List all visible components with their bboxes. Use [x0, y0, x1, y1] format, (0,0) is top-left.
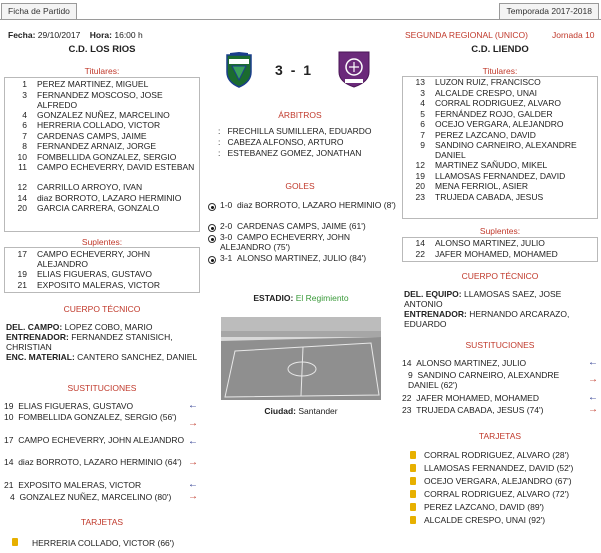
- list-item: 14 ALONSO MARTINEZ, JULIO: [402, 358, 527, 368]
- list-item: 19 LLAMOSAS FERNANDEZ, DAVID: [415, 170, 566, 181]
- goal-ball-icon: [208, 203, 216, 211]
- staff-delegate: DEL. EQUIPO: LLAMOSAS SAEZ, JOSE ANTONIO: [404, 289, 562, 309]
- home-team-crest: [226, 52, 252, 88]
- home-subs-list: [4, 247, 200, 293]
- list-item: 14 diaz BORROTO, LAZARO HERMINIO (64'): [4, 457, 182, 467]
- yellow-card-icon: [12, 538, 18, 546]
- goal-ball-icon: [208, 224, 216, 232]
- tab-bar: [0, 0, 601, 20]
- away-subs-list: [402, 237, 598, 262]
- list-item: 3-1 ALONSO MARTINEZ, JULIO (84'): [220, 253, 367, 263]
- goals-heading: GOLES: [285, 181, 315, 191]
- home-substitutions-heading: SUSTITUCIONES: [67, 383, 137, 393]
- home-subs-heading: Suplentes:: [81, 237, 123, 247]
- score-separator: -: [290, 62, 298, 78]
- stadium: [220, 293, 382, 303]
- list-item: 22 JAFER MOHAMED, MOHAMED: [415, 248, 558, 259]
- list-item: PEREZ LAZCANO, DAVID (89'): [424, 502, 545, 512]
- away-subs-heading: Suplentes:: [479, 226, 521, 236]
- list-item: 7 PEREZ LAZCANO, DAVID: [420, 129, 536, 140]
- goals-list: [206, 200, 398, 270]
- referees-heading: ÁRBITROS: [278, 110, 322, 120]
- list-item: 7 CARDENAS CAMPS, JAIME: [22, 130, 147, 141]
- list-item: 13 LUZON RUIZ, FRANCISCO: [415, 77, 541, 87]
- list-item: 19 ELIAS FIGUERAS, GUSTAVO: [17, 269, 152, 279]
- away-cards-list: [402, 450, 598, 530]
- list-item: 20 GARCIA CARRERA, GONZALO: [17, 203, 160, 213]
- list-item: 10 FOMBELLIDA GONZALEZ, SERGIO: [17, 151, 177, 162]
- list-item: CORRAL RODRIGUEZ, ALVARO (72'): [424, 489, 570, 499]
- home-staff: [6, 322, 200, 362]
- substitution-out-icon: →: [188, 457, 198, 468]
- list-item: 3 FERNANDEZ MOSCOSO, JOSE ALFREDO: [22, 89, 163, 110]
- yellow-card-icon: [410, 451, 416, 459]
- time-value: 16:00 h: [114, 30, 143, 40]
- stadium-label: ESTADIO:: [253, 293, 294, 303]
- match-date-time: [8, 30, 143, 40]
- away-starters-list: [402, 76, 598, 219]
- stadium-name: El Regimiento: [295, 293, 349, 303]
- away-substitutions-list: [402, 358, 598, 418]
- list-item: 3 ALCALDE CRESPO, UNAI: [420, 87, 538, 98]
- list-item: 19 ELIAS FIGUERAS, GUSTAVO: [4, 401, 134, 411]
- yellow-card-icon: [410, 490, 416, 498]
- substitution-in-icon: ←: [188, 436, 198, 447]
- yellow-card-icon: [410, 477, 416, 485]
- away-substitutions-heading: SUSTITUCIONES: [465, 340, 535, 350]
- list-item: 4 CORRAL RODRIGUEZ, ALVARO: [420, 98, 561, 108]
- staff-coach: ENTRENADOR: FERNANDEZ STANISICH, CHRISTIAN: [6, 332, 173, 352]
- home-staff-heading: CUERPO TÉCNICO: [63, 304, 141, 314]
- yellow-card-icon: [410, 516, 416, 524]
- home-cards-heading: TARJETAS: [80, 517, 124, 527]
- list-item: : FRECHILLA SUMILLERA, EDUARDO: [218, 126, 372, 136]
- list-item: 4 GONZALEZ NUÑEZ, MARCELINO (80'): [10, 492, 172, 502]
- list-item: 22 JAFER MOHAMED, MOHAMED: [402, 393, 539, 403]
- matchday: Jornada 10: [552, 30, 595, 40]
- substitution-out-icon: →: [588, 374, 598, 385]
- list-item: : ESTEBANEZ GOMEZ, JONATHAN: [218, 148, 362, 158]
- list-item: LLAMOSAS FERNANDEZ, DAVID (52'): [424, 463, 574, 473]
- list-item: 12 MARTINEZ SAÑUDO, MIKEL: [415, 160, 548, 170]
- substitution-in-icon: ←: [188, 400, 198, 411]
- yellow-card-icon: [410, 464, 416, 472]
- list-item: : CABEZA ALFONSO, ARTURO: [218, 137, 344, 147]
- away-score: 1: [303, 62, 314, 78]
- staff-delegate: DEL. CAMPO: LOPEZ COBO, MARIO: [6, 322, 153, 332]
- home-substitutions-list: [4, 401, 200, 509]
- away-staff-heading: CUERPO TÉCNICO: [461, 271, 539, 281]
- stadium-photo: [221, 317, 381, 400]
- time-label: Hora:: [89, 30, 112, 40]
- list-item: 4 GONZALEZ NUÑEZ, MARCELINO: [22, 109, 170, 120]
- list-item: CORRAL RODRIGUEZ, ALVARO (28'): [424, 450, 570, 460]
- list-item: 9 SANDINO CARNEIRO, ALEXANDRE DANIEL (62'): [408, 370, 560, 390]
- list-item: 21 EXPOSITO MALERAS, VICTOR: [17, 279, 160, 290]
- list-item: 10 FOMBELLIDA GONZALEZ, SERGIO (56'): [4, 412, 177, 422]
- list-item: 14 diaz BORROTO, LAZARO HERMINIO: [17, 192, 182, 203]
- list-item: 14 ALONSO MARTINEZ, JULIO: [415, 238, 545, 248]
- substitution-out-icon: →: [188, 418, 198, 429]
- list-item: 1-0 diaz BORROTO, LAZARO HERMINIO (8'): [220, 200, 396, 210]
- list-item: 21 EXPOSITO MALERAS, VICTOR: [4, 480, 142, 490]
- substitution-in-icon: ←: [588, 392, 598, 403]
- city-name: Santander: [298, 406, 338, 416]
- away-staff: [404, 289, 596, 329]
- home-starters-list: [4, 77, 200, 232]
- date-label: Fecha:: [8, 30, 36, 40]
- away-cards-heading: TARJETAS: [478, 431, 522, 441]
- list-item: 6 HERRERIA COLLADO, VICTOR: [22, 120, 161, 130]
- tab-season[interactable]: Temporada 2017-2018: [499, 3, 599, 19]
- substitution-out-icon: →: [188, 491, 198, 502]
- substitution-out-icon: →: [588, 404, 598, 415]
- list-item: 12 CARRILLO ARROYO, IVAN: [17, 182, 143, 192]
- date-value: 29/10/2017: [37, 30, 81, 40]
- list-item: 2-0 CARDENAS CAMPS, JAIME (61'): [220, 221, 366, 231]
- list-item: HERRERIA COLLADO, VICTOR (66'): [32, 538, 175, 548]
- list-item: 23 TRUJEDA CABADA, JESUS (74'): [402, 405, 544, 415]
- list-item: 20 MENA FERRIOL, ASIER: [415, 181, 529, 191]
- list-item: 5 FERNÁNDEZ ROJO, GALDER: [420, 108, 553, 119]
- home-score: 3: [275, 62, 285, 78]
- list-item: 6 OCEJO VERGARA, ALEJANDRO: [420, 119, 564, 129]
- score: [275, 62, 313, 78]
- list-item: 9 SANDINO CARNEIRO, ALEXANDRE DANIEL: [420, 140, 577, 160]
- tab-match-sheet[interactable]: Ficha de Partido: [1, 3, 77, 19]
- referees-list: [218, 126, 393, 158]
- goal-ball-icon: [208, 235, 216, 243]
- list-item: 8 FERNANDEZ ARNAIZ, JORGE: [22, 141, 157, 151]
- staff-equipment: ENC. MATERIAL: CANTERO SANCHEZ, DANIEL: [6, 352, 198, 362]
- city: [220, 406, 382, 416]
- list-item: 17 CAMPO ECHEVERRY, JOHN ALEJANDRO: [17, 249, 151, 269]
- away-starters-heading: Titulares:: [482, 66, 518, 76]
- home-team-name: C.D. LOS RIOS: [68, 44, 136, 55]
- list-item: OCEJO VERGARA, ALEJANDRO (67'): [424, 476, 572, 486]
- list-item: ALCALDE CRESPO, UNAI (92'): [424, 515, 546, 525]
- substitution-in-icon: ←: [188, 479, 198, 490]
- goal-ball-icon: [208, 256, 216, 264]
- away-team-name: C.D. LIENDO: [471, 44, 529, 55]
- list-item: 23 TRUJEDA CABADA, JESUS: [415, 191, 544, 202]
- home-starters-heading: Titulares:: [84, 66, 120, 76]
- list-item: 11 CAMPO ECHEVERRY, DAVID ESTEBAN: [18, 162, 195, 172]
- competition-name: SEGUNDA REGIONAL (UNICO): [405, 30, 528, 40]
- list-item: 3-0 CAMPO ECHEVERRY, JOHN ALEJANDRO (75'): [220, 232, 351, 252]
- list-item: 17 CAMPO ECHEVERRY, JOHN ALEJANDRO: [4, 435, 185, 445]
- list-item: 1 PEREZ MARTINEZ, MIGUEL: [22, 79, 149, 89]
- city-label: Ciudad:: [264, 406, 297, 416]
- away-team-crest: [337, 50, 371, 88]
- staff-coach: ENTRENADOR: HERNANDO ARCARAZO, EDUARDO: [404, 309, 570, 329]
- substitution-in-icon: ←: [588, 357, 598, 368]
- yellow-card-icon: [410, 503, 416, 511]
